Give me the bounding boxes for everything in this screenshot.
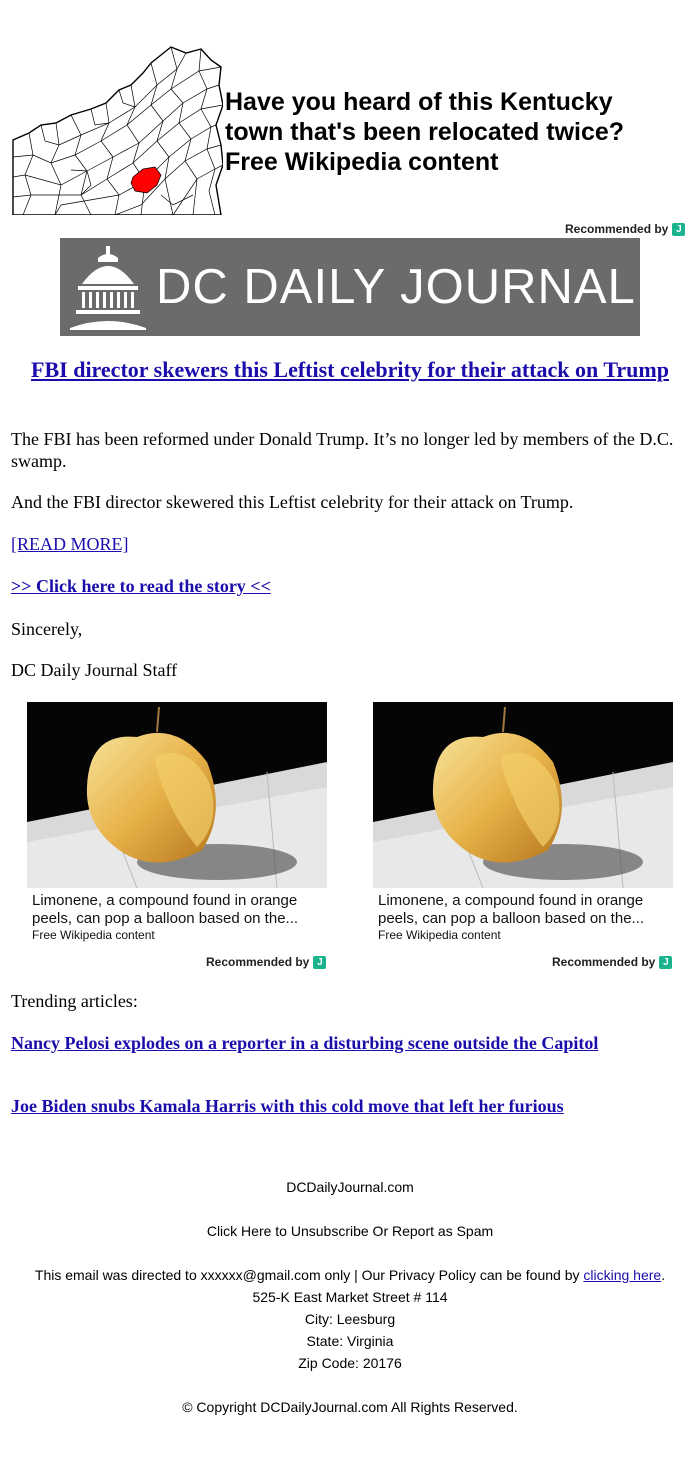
j-logo-icon: J — [313, 956, 326, 969]
recommended-label: Recommended by — [565, 222, 669, 236]
recommended-label: Recommended by — [552, 955, 656, 969]
signature: DC Daily Journal Staff — [11, 660, 178, 680]
article-paragraph-2: And the FBI director skewered this Leftist celebrity for their attack on Trump. — [11, 492, 574, 512]
click-here-row — [11, 575, 687, 597]
balloon-image — [27, 702, 327, 888]
headline-link[interactable]: FBI director skewers this Leftist celebrity for their attack on Trump — [31, 357, 669, 382]
banner-title: DC DAILY JOURNAL — [156, 260, 636, 314]
footer-state: State: Virginia — [306, 1333, 394, 1349]
recommended-card-2[interactable] — [373, 702, 673, 972]
site-banner — [60, 238, 640, 336]
j-logo-icon: J — [672, 223, 685, 236]
article-headline — [11, 357, 689, 383]
recommended-card-1[interactable] — [27, 702, 327, 972]
recommended-by-top[interactable] — [565, 222, 685, 236]
trending-item-2 — [11, 1095, 687, 1117]
card-title: Limonene, a compound found in orange peels, can pop a balloon based on the... — [378, 892, 645, 927]
card-title: Limonene, a compound found in orange peels, can pop a balloon based on the... — [32, 892, 299, 927]
trending-link-2[interactable]: Joe Biden snubs Kamala Harris with this cold move that left her furious — [11, 1096, 564, 1116]
top-ad-line-2: town that's been relocated twice? — [225, 118, 625, 146]
footer-site: DCDailyJournal.com — [286, 1179, 414, 1195]
article-paragraph-1: The FBI has been reformed under Donald Trump. It’s no longer led by members of the D.C. swamp. — [11, 429, 674, 471]
footer-address: 525-K East Market Street # 114 — [252, 1289, 448, 1305]
top-ad-link[interactable] — [11, 45, 691, 215]
recommended-label: Recommended by — [206, 955, 310, 969]
unsubscribe-link[interactable]: Click Here to Unsubscribe Or Report as Spam — [206, 1223, 494, 1239]
signoff: Sincerely, — [11, 619, 83, 639]
recommended-by-card-1[interactable] — [206, 955, 326, 969]
read-more-row — [11, 533, 687, 555]
privacy-suffix: . — [661, 1267, 666, 1283]
read-more-link[interactable]: [READ MORE] — [11, 534, 129, 554]
top-ad-line-1: Have you heard of this Kentucky — [225, 88, 613, 116]
privacy-link[interactable]: clicking here — [583, 1267, 662, 1283]
capitol-dome-icon — [68, 244, 148, 330]
card-source: Free Wikipedia content — [32, 928, 155, 942]
balloon-image — [373, 702, 673, 888]
trending-link-1[interactable]: Nancy Pelosi explodes on a reporter in a disturbing scene outside the Capitol — [11, 1033, 599, 1053]
trending-label: Trending articles: — [11, 991, 138, 1011]
email-notice-text: This email was directed to xxxxxx@gmail.com only | Our Privacy Policy can be found by — [34, 1267, 580, 1283]
j-logo-icon: J — [659, 956, 672, 969]
footer-zip: Zip Code: 20176 — [298, 1355, 402, 1371]
card-source: Free Wikipedia content — [378, 928, 501, 942]
trending-item-1 — [11, 1032, 687, 1054]
top-ad-headline[interactable] — [225, 87, 685, 177]
email-notice — [0, 1267, 700, 1283]
top-ad-line-3: Free Wikipedia content — [225, 148, 499, 176]
recommended-by-card-2[interactable] — [552, 955, 672, 969]
footer-city: City: Leesburg — [304, 1311, 396, 1327]
kentucky-map-icon — [11, 45, 223, 215]
click-here-link[interactable]: >> Click here to read the story << — [11, 576, 271, 596]
footer-copyright: © Copyright DCDailyJournal.com All Rights Reserved. — [182, 1399, 518, 1415]
